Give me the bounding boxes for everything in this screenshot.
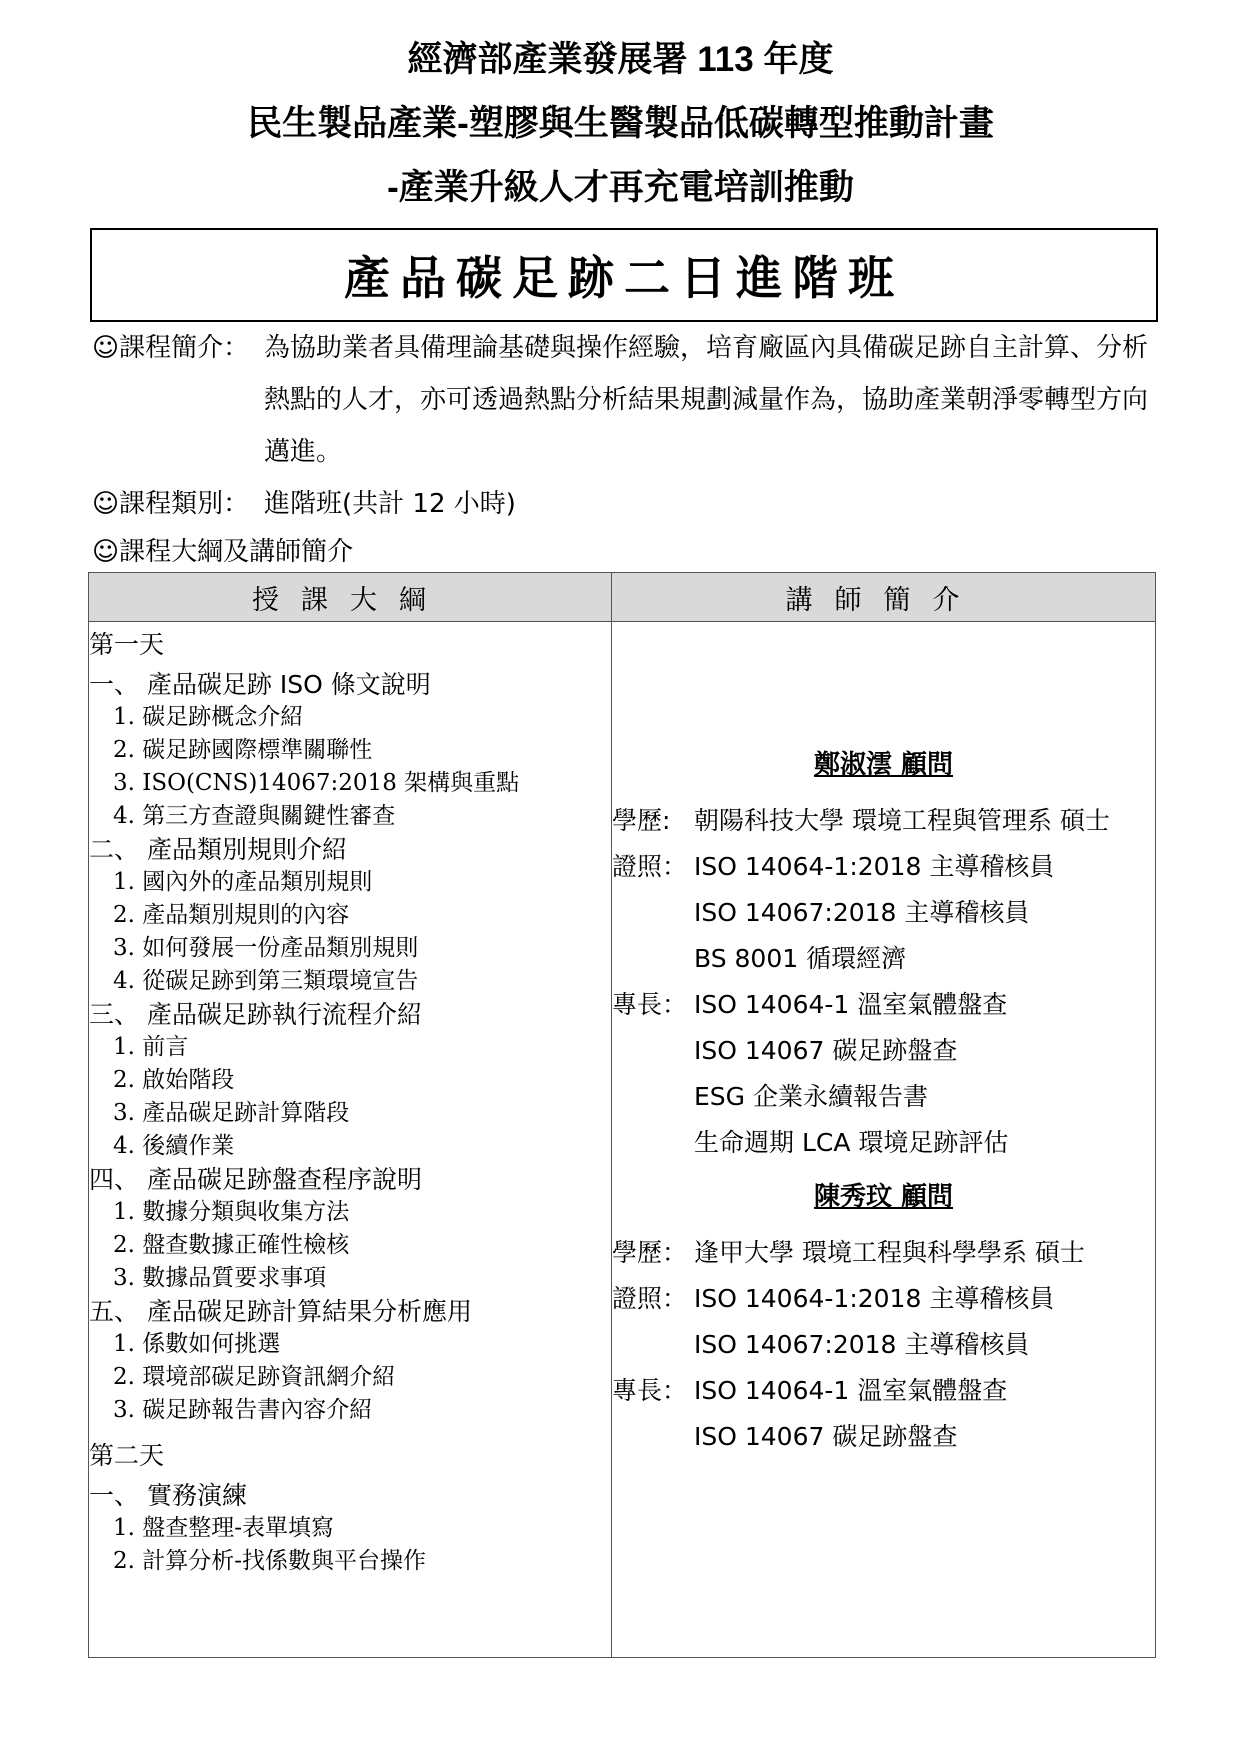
outline-item: 2. 產品類別規則的內容 [113, 902, 350, 928]
outline-section: 五、 產品碳足跡計算結果分析應用 [89, 1297, 472, 1326]
detail-key: 證照： [612, 1284, 688, 1313]
outline-item: 3. 數據品質要求事項 [113, 1265, 327, 1291]
detail-value: 朝陽科技大學 環境工程與管理系 碩士 [694, 806, 1110, 835]
outline-item: 4. 後續作業 [113, 1133, 235, 1159]
detail-value: BS 8001 循環經濟 [694, 944, 907, 973]
instructor-column-header: 講師簡介 [612, 573, 1156, 622]
outline-item: 3. ISO(CNS)14067:2018 架構與重點 [113, 770, 520, 796]
detail-value: ISO 14067:2018 主導稽核員 [694, 1330, 1030, 1359]
outline-item: 2. 啟始階段 [113, 1067, 235, 1093]
detail-key [612, 1120, 694, 1166]
instructor-detail-row [612, 1368, 1155, 1414]
course-intro-label: ☺課程簡介： [92, 333, 250, 363]
detail-value: 生命週期 LCA 環境足跡評估 [694, 1128, 1009, 1157]
outline-section: 四、 產品碳足跡盤查程序說明 [89, 1165, 422, 1194]
detail-value: 逢甲大學 環境工程與科學學系 碩士 [694, 1238, 1085, 1267]
outline-item: 3. 碳足跡報告書內容介紹 [113, 1397, 373, 1423]
instructor-detail-row [612, 844, 1155, 890]
header-line-3: -產業升級人才再充電培訓推動 [387, 168, 854, 207]
outline-item: 2. 盤查數據正確性檢核 [113, 1232, 350, 1258]
outline-item: 2. 碳足跡國際標準關聯性 [113, 737, 373, 763]
outline-item: 1. 國內外的產品類別規則 [113, 869, 373, 895]
instructor-detail-row [612, 890, 1155, 936]
detail-key [612, 1074, 694, 1120]
outline-cell [89, 622, 612, 1658]
detail-value: ISO 14064-1:2018 主導稽核員 [694, 1284, 1055, 1313]
instructor-detail-row [612, 982, 1155, 1028]
detail-value: ISO 14064-1 溫室氣體盤查 [694, 990, 1008, 1019]
instructor-detail-row [612, 798, 1155, 844]
course-type-label: ☺課程類別： [92, 489, 250, 519]
detail-value: ISO 14064-1 溫室氣體盤查 [694, 1376, 1008, 1405]
detail-value: ISO 14067 碳足跡盤查 [694, 1422, 958, 1451]
instructor-detail-row [612, 936, 1155, 982]
detail-key [612, 1414, 694, 1460]
detail-key [612, 1322, 694, 1368]
outline-item: 1. 碳足跡概念介紹 [113, 704, 304, 730]
detail-key: 專長： [612, 1376, 688, 1405]
outline-section: 三、 產品碳足跡執行流程介紹 [89, 1000, 422, 1029]
header-line-2: 民生製品產業-塑膠與生醫製品低碳轉型推動計畫 [247, 104, 994, 143]
course-type [92, 478, 516, 530]
outline-item: 2. 計算分析-找係數與平台操作 [113, 1548, 427, 1574]
course-title: 產品碳足跡二日進階班 [90, 228, 1158, 322]
instructor-detail-row [612, 1230, 1155, 1276]
header-line-1: 經濟部產業發展署 113 年度 [407, 40, 834, 79]
detail-key: 證照： [612, 852, 688, 881]
detail-key: 學歷: [612, 806, 671, 835]
outline-section: 一、 產品碳足跡 ISO 條文說明 [89, 670, 431, 699]
detail-key [612, 936, 694, 982]
detail-key: 學歷： [612, 1238, 688, 1267]
detail-key [612, 890, 694, 936]
day-label: 第一天 [89, 630, 165, 659]
detail-key: 專長： [612, 990, 688, 1019]
instructor-detail-row [612, 1276, 1155, 1322]
outline-item: 3. 產品碳足跡計算階段 [113, 1100, 350, 1126]
detail-value: ISO 14067 碳足跡盤查 [694, 1036, 958, 1065]
day-label: 第二天 [89, 1441, 165, 1470]
instructor-detail-row [612, 1322, 1155, 1368]
outline-item: 1. 係數如何挑選 [113, 1331, 281, 1357]
document-header [0, 28, 1241, 220]
outline-item: 3. 如何發展一份產品類別規則 [113, 935, 419, 961]
detail-value: ISO 14064-1:2018 主導稽核員 [694, 852, 1055, 881]
instructor-detail-row [612, 1414, 1155, 1460]
course-intro-text: 為協助業者具備理論基礎與操作經驗，培育廠區內具備碳足跡自主計算、分析熱點的人才，亦可透過熱點分析結果規劃減量作為，協助產業朝淨零轉型方向邁進。 [264, 333, 1149, 467]
detail-value: ISO 14067:2018 主導稽核員 [694, 898, 1030, 927]
instructor-name: 鄭淑澐 顧問 [813, 750, 954, 780]
instructor-name: 陳秀玟 顧問 [813, 1182, 954, 1212]
outline-item: 4. 從碳足跡到第三類環境宣告 [113, 968, 419, 994]
detail-key [612, 1028, 694, 1074]
outline-item: 1. 數據分類與收集方法 [113, 1199, 350, 1225]
course-type-value: 進階班(共計 12 小時) [264, 489, 516, 519]
outline-item: 1. 前言 [113, 1034, 189, 1060]
instructor-cell [612, 622, 1156, 1658]
course-table [88, 572, 1156, 1658]
instructor-detail-row [612, 1028, 1155, 1074]
outline-section: 一、 實務演練 [89, 1481, 247, 1510]
outline-item: 4. 第三方查證與關鍵性審查 [113, 803, 396, 829]
outline-column-header: 授課大綱 [89, 573, 612, 622]
course-intro [92, 322, 1149, 467]
outline-item: 1. 盤查整理-表單填寫 [113, 1515, 335, 1541]
detail-value: ESG 企業永續報告書 [694, 1082, 928, 1111]
outline-section: 二、 產品類別規則介紹 [89, 835, 347, 864]
outline-heading: ☺課程大綱及講師簡介 [92, 537, 354, 567]
instructor-detail-row [612, 1120, 1155, 1166]
instructor-detail-row [612, 1074, 1155, 1120]
outline-item: 2. 環境部碳足跡資訊網介紹 [113, 1364, 396, 1390]
